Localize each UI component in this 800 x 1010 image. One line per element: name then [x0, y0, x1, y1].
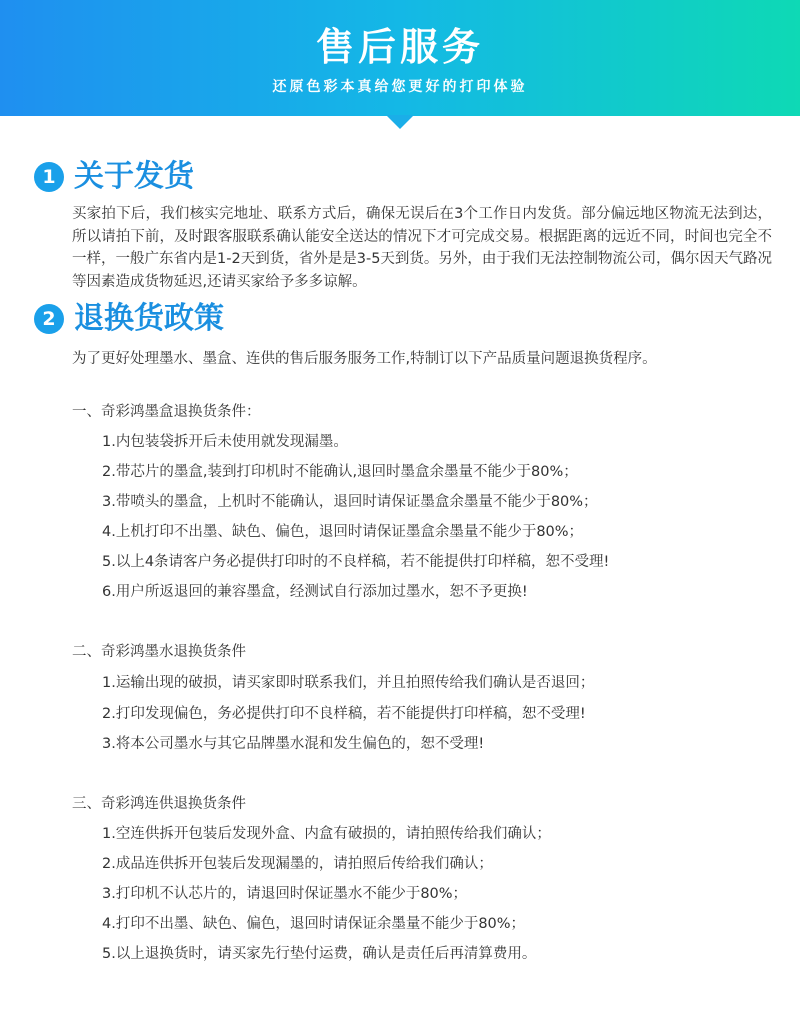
list-item: 3.将本公司墨水与其它品牌墨水混和发生偏色的，恕不受理! [102, 736, 485, 752]
list-item: 1.空连供拆开包装后发现外盒、内盒有破损的，请拍照传给我们确认； [102, 826, 551, 842]
banner-pointer [386, 115, 414, 129]
section-number-badge: 1 [34, 162, 64, 192]
banner-title: 售后服务 [315, 25, 484, 69]
section-title: 关于发货 [74, 159, 194, 194]
group-title-ciss: 三、奇彩鸿连供退换货条件 [72, 796, 246, 812]
list-item: 2.带芯片的墨盒,装到打印机时不能确认,退回时墨盒余墨量不能少于80%； [102, 464, 578, 480]
list-item: 3.带喷头的墨盒，上机时不能确认，退回时请保证墨盒余墨量不能少于80%； [102, 494, 598, 510]
list-item: 5.以上退换货时，请买家先行垫付运费，确认是责任后再清算费用。 [102, 946, 537, 962]
list-item: 4.上机打印不出墨、缺色、偏色，退回时请保证墨盒余墨量不能少于80%； [102, 524, 584, 540]
returns-intro: 为了更好处理墨水、墨盒、连供的售后服务服务工作,特制订以下产品质量问题退换货程序。 [72, 351, 657, 367]
list-item: 1.内包装袋拆开后未使用就发现漏墨。 [102, 434, 348, 450]
list-item: 5.以上4条请客户务必提供打印时的不良样稿，若不能提供打印样稿，恕不受理! [102, 554, 610, 570]
section-title: 退换货政策 [74, 301, 224, 336]
header-banner [0, 0, 800, 116]
list-item: 4.打印不出墨、缺色、偏色，退回时请保证余墨量不能少于80%； [102, 916, 526, 932]
list-item: 1.运输出现的破损，请买家即时联系我们，并且拍照传给我们确认是否退回； [102, 675, 595, 691]
section-number-badge: 2 [34, 304, 64, 334]
list-item: 6.用户所返退回的兼容墨盒，经测试自行添加过墨水，恕不予更换! [102, 584, 528, 600]
list-item: 2.打印发现偏色，务必提供打印不良样稿，若不能提供打印样稿，恕不受理! [102, 706, 586, 722]
group-title-ink: 二、奇彩鸿墨水退换货条件 [72, 644, 246, 660]
group-title-cartridge: 一、奇彩鸿墨盒退换货条件： [72, 404, 261, 420]
list-item: 3.打印机不认芯片的，请退回时保证墨水不能少于80%； [102, 886, 468, 902]
shipping-paragraph: 买家拍下后，我们核实完地址、联系方式后，确保无误后在3个工作日内发货。部分偏远地区物流无法到达，所以请拍下前，及时跟客服联系确认能安全送达的情况下才可完成交易。根据距离的远近不同，时间也完全不一样，一般广东省内是1-2天到货，省外是是3-5天到货。另外，由于我们无法控制物流公司，偶尔因天气路况等因素造成货物延迟,还请买家给予多多谅解。 [72, 206, 772, 290]
list-item: 2.成品连供拆开包装后发现漏墨的，请拍照后传给我们确认； [102, 856, 493, 872]
banner-subtitle: 还原色彩本真给您更好的打印体验 [272, 79, 528, 95]
